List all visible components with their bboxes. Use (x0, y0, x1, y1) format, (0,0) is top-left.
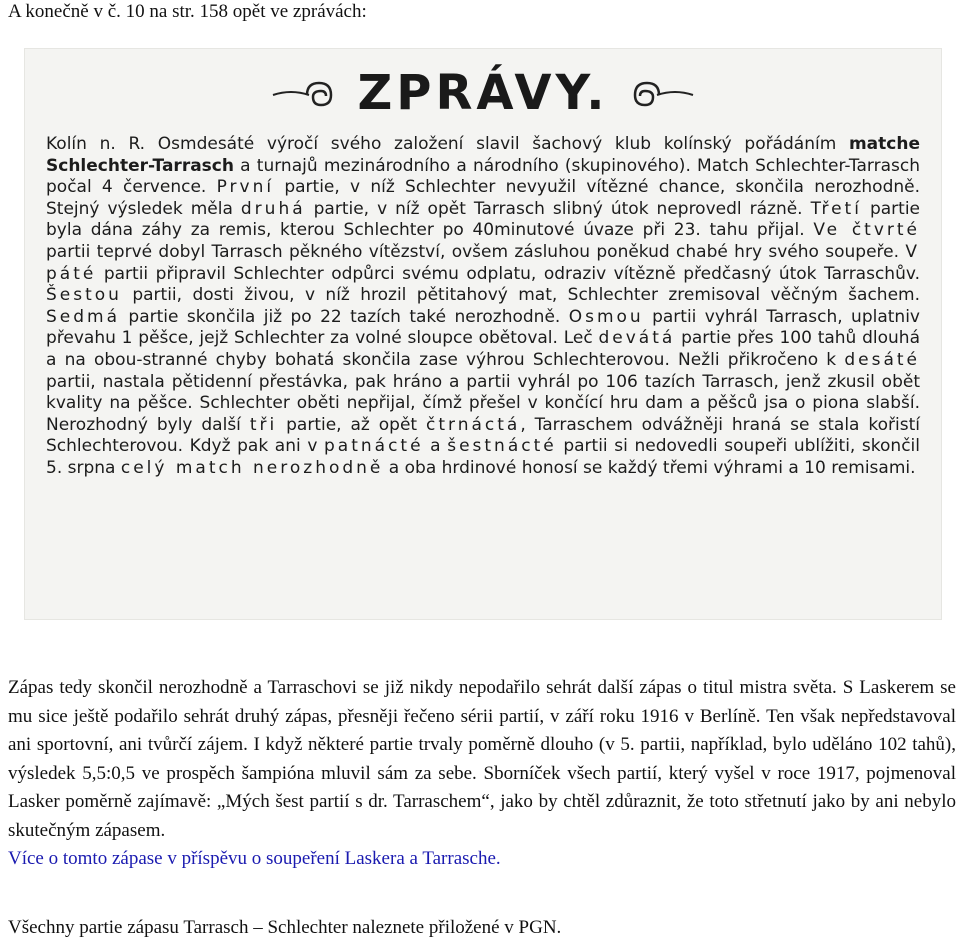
match-name-bold: matche Schlechter-Tarrasch (46, 134, 920, 176)
article-body-text: Zápas tedy skončil nerozhodně a Tarraschovi se již nikdy nepodařilo sehrát další zápas o titul mistra světa. S Laskerem se mu sice ještě podařilo sehrát druhý zápas, přesněji řečeno sérii partií, v září roku 1916 v Berlíně. Ten však nepředstavoval ani sportovní, ani tvůrčí zájem. I když některé partie trvaly poměrně dlouho (v 5. partii, například, bylo uděláno 102 tahů), výsledek 5,5:0,5 ve prospěch šampióna mluvil sám za sebe. Sborníček všech partií, který vyšel v roce 1917, pojmenoval Lasker poměrně zajímavě: „Mých šest partií s dr. Tarraschem“, jako by chtěl zdůraznit, že toto střetnutí jako by ani nebylo skutečným zápasem. (8, 677, 956, 841)
scroll-ornament-icon (271, 73, 341, 113)
more-about-match-link[interactable]: Více o tomto zápase v příspěvu o soupeření Laskera a Tarrasche. (8, 848, 501, 869)
intro-line: A konečně v č. 10 na str. 158 opět ve zprávách: (8, 1, 367, 22)
clipping-header (24, 58, 942, 128)
clipping-title: ZPRÁVY. (357, 65, 609, 121)
newspaper-clipping (24, 48, 942, 620)
pgn-note: Všechny partie zápasu Tarrasch – Schlechter naleznete přiložené v PGN. (8, 917, 562, 938)
scroll-ornament-icon (625, 73, 695, 113)
clipping-article-text: Kolín n. R. Osmdesáté výročí svého založení slavil šachový klub kolínský pořádáním matche Schlechter-Tarrasch a turnajů mezinárodního a národního (skupinového). Match Schlechter-Tarrasch počal 4 července. První partie, v níž Schlechter nevyužil vítězné chance, skončila nerozhodně. Stejný výsledek měla druhá partie, v níž opět Tarrasch slibný útok neprovedl rázně. Třetí partie byla dána záhy za remis, kterou Schlechter po 40minutové úvaze při 23. tahu přijal. Ve čtvrté partii teprvé dobyl Tarrasch pěkného vítězství, ovšem zásluhou poněkud chabé hry svého soupeře. V páté partii připravil Schlechter odpůrci svému odplatu, odraziv vítězně předčasný útok Tarraschův. Šestou partii, dosti živou, v níž hrozil pětitahový mat, Schlechter zremisoval věčným šachem. Sedmá partie skončila již po 22 tazích také nerozhodně. Osmou partii vyhrál Tarrasch, uplatniv převahu 1 pěšce, jejž Schlechter za volné sloupce obětoval. Leč devátá partie přes 100 tahů dlouhá a na obou-stranné chyby bohatá skončila zase výhrou Schlechterovou. Nežli přikročeno k desáté partii, nastala pětidenní přestávka, pak hráno a partii vyhrál po 106 tazích Tarrasch, jenž zkusil obět kvality na pěšce. Schlechter oběti nepřijal, čímž přešel v končící hru dam a pěšců jsa o piona slabší. Nerozhodný byly další tři partie, až opět čtrnáctá, Tarraschem odvážněji hraná se stala kořistí Schlechterovou. Když pak ani v patnácté a šestnácté partii si nedovedli soupeři ublížiti, skončil 5. srpna celý match nerozhodně a oba hrdinové honosí se každý třemi výhrami a 10 remisami. (46, 134, 921, 478)
article-paragraph (8, 674, 956, 874)
